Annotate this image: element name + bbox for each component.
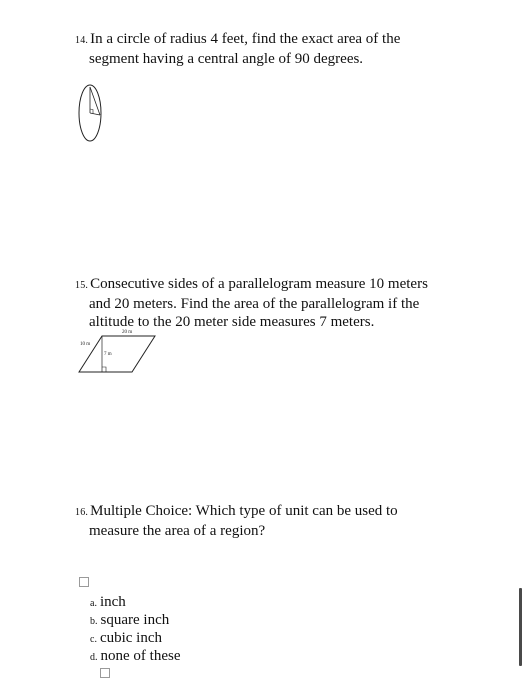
top-side-label: 20 m [122,330,133,335]
question-15-number: 15. [75,280,89,291]
question-14 [75,30,400,68]
question-14-line-1: 14. In a circle of radius 4 feet, find the exact area of the [75,31,401,47]
answer-checkbox-bottom[interactable] [100,668,110,678]
question-15-line-3: altitude to the 20 meter side measures 7 meters. [89,314,375,330]
altitude-right-angle-mark [102,367,106,372]
choice-a[interactable] [90,593,126,613]
question-16 [75,502,398,540]
vertical-scrollbar[interactable] [519,588,522,666]
question-14-line-2: segment having a central angle of 90 degrees. [89,51,364,67]
answer-checkbox-top[interactable] [79,577,89,587]
chord-line [90,87,100,115]
choice-a-text: inch [99,594,126,610]
radius-line-2 [90,113,100,115]
choice-d-letter: d. [90,652,98,663]
question-16-line-1: 16. Multiple Choice: Which type of unit can be used to [75,503,398,519]
altitude-label: 7 m [104,352,112,357]
parallelogram-figure [76,327,162,375]
choice-b-letter: b. [90,616,98,627]
question-15 [75,275,428,331]
circle-segment-figure [76,82,106,144]
question-15-line-2: and 20 meters. Find the area of the parallelogram if the [89,296,420,312]
choice-b[interactable] [90,611,169,631]
choice-d-text: none of these [100,648,181,664]
choice-b-text: square inch [100,612,170,628]
question-16-number: 16. [75,507,89,518]
question-15-line-1: 15. Consecutive sides of a parallelogram measure 10 meters [75,276,428,292]
choice-d[interactable] [90,647,180,667]
choice-c-letter: c. [90,634,97,645]
question-16-line-2: measure the area of a region? [89,523,266,539]
choice-a-letter: a. [90,598,97,609]
question-14-number: 14. [75,35,89,46]
parallelogram-shape [79,336,155,372]
left-side-label: 10 m [80,342,91,347]
choice-c-text: cubic inch [99,630,163,646]
choice-c[interactable] [90,629,162,649]
